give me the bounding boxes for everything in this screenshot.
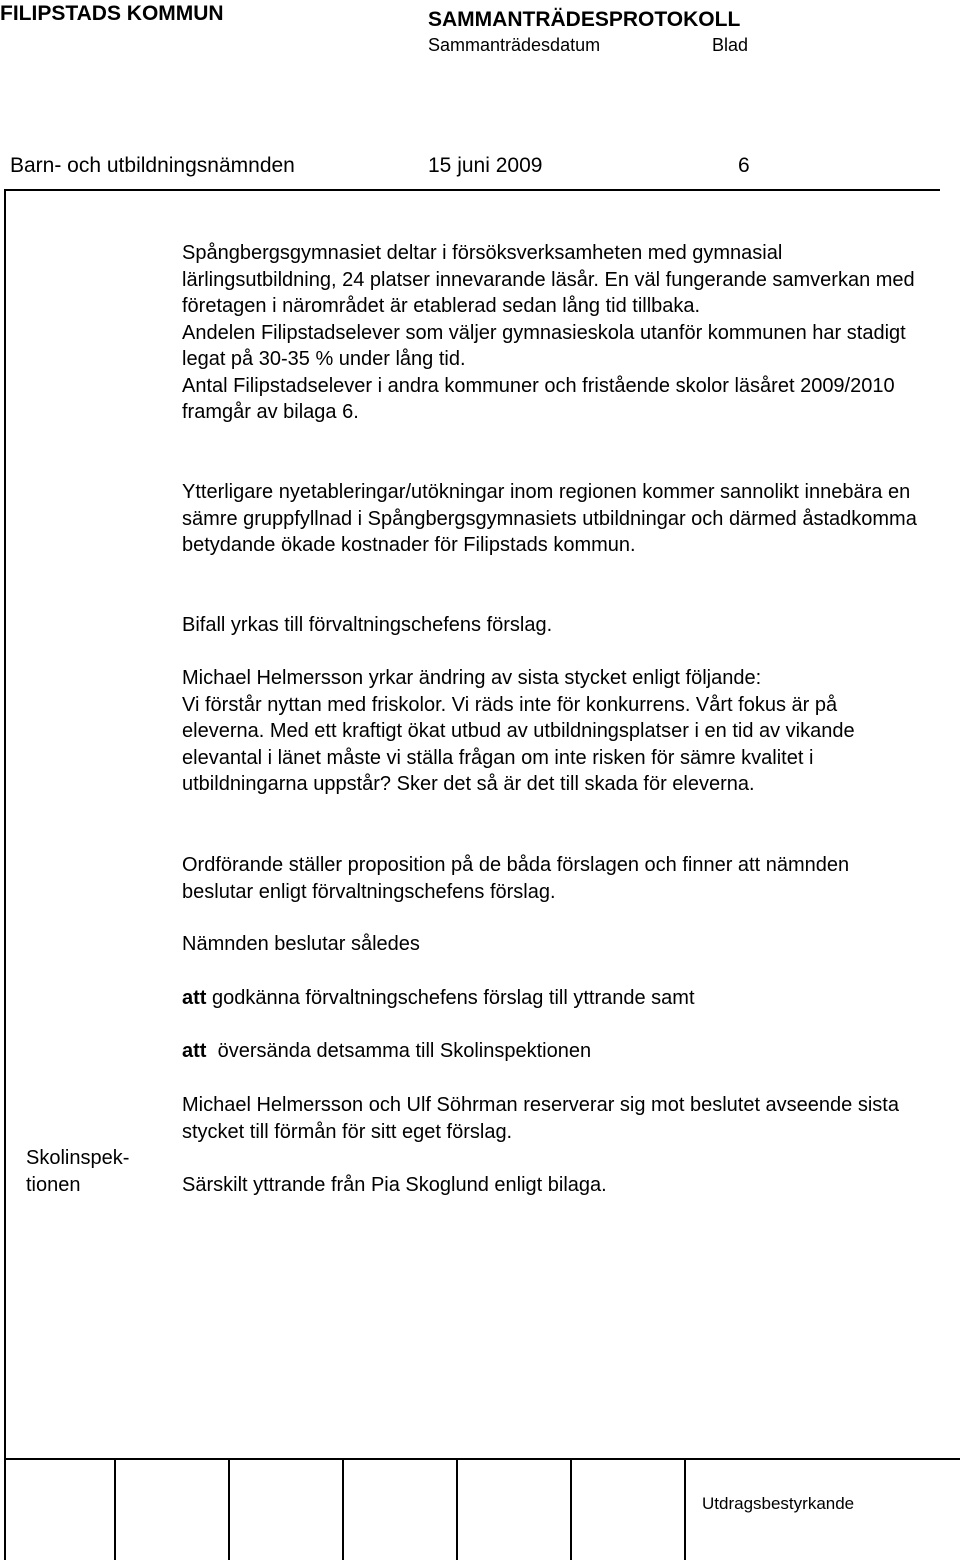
paragraph-text: Michael Helmersson yrkar ändring av sista stycket enligt följande: [182, 667, 762, 689]
margin-note [26, 1145, 129, 1199]
paragraph-7 [182, 1092, 922, 1145]
decision-att-1 [182, 985, 922, 1012]
committee-name: Barn- och utbildningsnämnden [10, 154, 295, 177]
paragraph-text: Antal Filipstadselever i andra kommuner och fristående skolor läsåret 2009/2010 framgår av bilaga 6. [182, 374, 895, 423]
footer-cell-divider [684, 1458, 686, 1560]
paragraph-text: Ytterligare nyetableringar/utökningar inom regionen kommer sannolikt innebära en sämre gruppfyllnad i Spångbergsgymnasiets utbildningar och därmed åstadkomma betydande ökade kostnader för Filipstads kommun. [182, 481, 917, 556]
footer-divider [4, 1458, 960, 1460]
decision-text: godkänna förvaltningschefens förslag till yttrande samt [212, 987, 695, 1009]
att-keyword: att [182, 1040, 207, 1062]
date-label: Sammanträdesdatum [428, 35, 601, 55]
footer-cell-divider [114, 1458, 116, 1560]
paragraph-5 [182, 852, 922, 905]
page-label: Blad [712, 35, 749, 55]
paragraph-text: Nämnden beslutar således [182, 933, 420, 955]
margin-note-line: tionen [26, 1174, 81, 1196]
footer-cell-divider [342, 1458, 344, 1560]
paragraph-8 [182, 1172, 922, 1199]
paragraph-3 [182, 612, 922, 639]
paragraph-2 [182, 479, 922, 559]
paragraph-text: Bifall yrkas till förvaltningschefens förslag. [182, 614, 553, 636]
paragraph-1 [182, 240, 922, 426]
paragraph-text: Särskilt yttrande från Pia Skoglund enligt bilaga. [182, 1174, 607, 1196]
footer-cell-divider [456, 1458, 458, 1560]
paragraph-text: Vi förstår nyttan med friskolor. Vi räds inte för konkurrens. Vårt fokus är på eleverna. Med ett kraftigt ökat utbud av utbildningsplatser i en tid av vikande elevantal i länet måste vi ställa frågan om inte risken för sämre kvalitet i utbildningarna uppstår? Sker det så är det till skada för eleverna. [182, 693, 855, 795]
paragraph-text: Spångbergsgymnasiet deltar i försöksverksamheten med gymnasial lärlingsutbildning, 24 platser innevarande läsår. En väl fungerande samverkan med företagen i närområdet är etablerad sedan lång tid tillbaka. [182, 242, 915, 317]
att-keyword: att [182, 987, 207, 1009]
margin-note-line: Skolinspek- [26, 1147, 130, 1169]
footer-cell-divider [228, 1458, 230, 1560]
paragraph-4 [182, 665, 922, 798]
paragraph-6 [182, 931, 922, 958]
paragraph-text: Michael Helmersson och Ulf Söhrman reserverar sig mot beslutet avseende sista stycket till förmån för sitt eget förslag. [182, 1094, 899, 1143]
page-number: 6 [738, 154, 750, 177]
footer-cell-divider [4, 1458, 6, 1560]
footer-cell-divider [570, 1458, 572, 1560]
paragraph-text: Andelen Filipstadselever som väljer gymnasieskola utanför kommunen har stadigt legat på 30-35 % under lång tid. [182, 321, 906, 370]
decision-text: översända detsamma till Skolinspektionen [217, 1040, 592, 1062]
decision-att-2 [182, 1038, 922, 1065]
document-title: SAMMANTRÄDESPROTOKOLL [428, 8, 741, 31]
meeting-date: 15 juni 2009 [428, 154, 543, 177]
organization-name: FILIPSTADS KOMMUN [0, 2, 224, 25]
paragraph-text: Ordförande ställer proposition på de båda förslagen och finner att nämnden beslutar enligt förvaltningschefens förslag. [182, 854, 850, 903]
certification-label: Utdragsbestyrkande [702, 1494, 855, 1513]
